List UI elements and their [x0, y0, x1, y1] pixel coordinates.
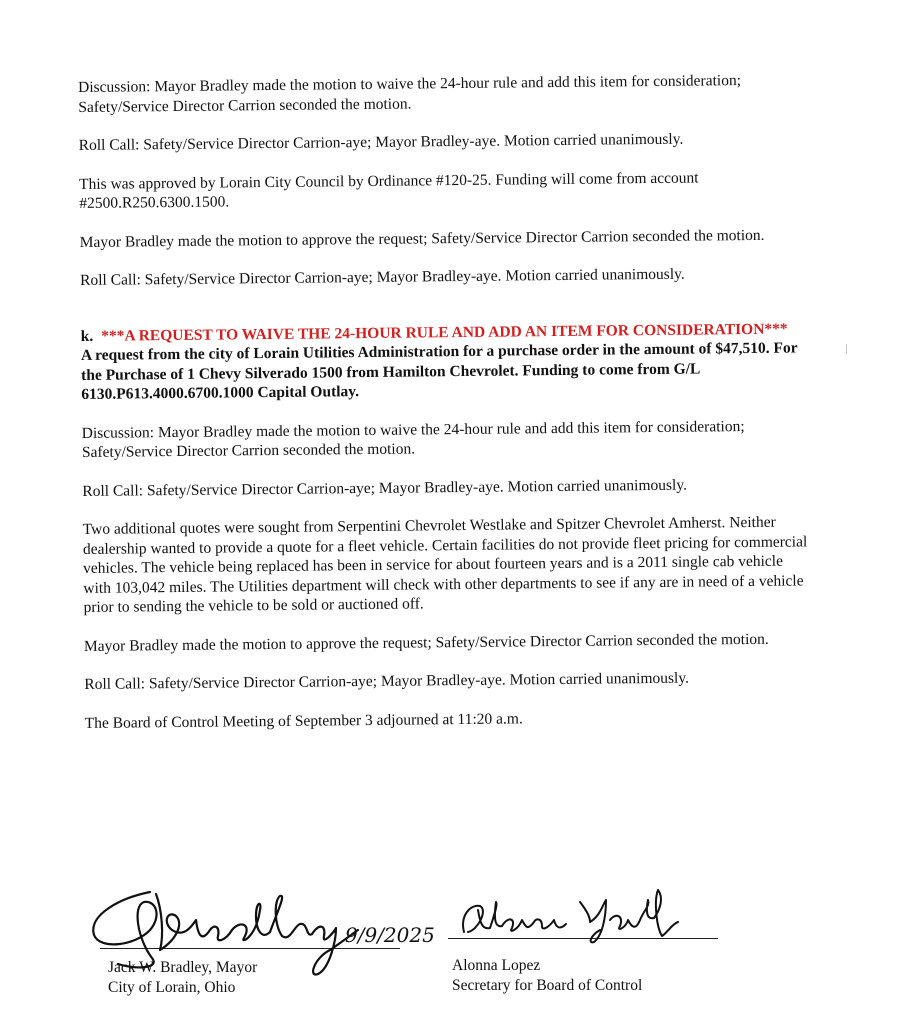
item-heading: ***A REQUEST TO WAIVE THE 24-HOUR RULE AND ADD AN ITEM FOR CONSIDERATION*** [101, 320, 788, 345]
discussion-paragraph: Discussion: Mayor Bradley made the motion to waive the 24-hour rule and add this item for consideration; Safety/Service Director Carrion seconded the motion. [78, 72, 742, 116]
mayor-org: City of Lorain, Ohio [108, 979, 236, 996]
item-letter: k. [80, 327, 94, 345]
secretary-signature [450, 880, 680, 950]
adjournment-paragraph: The Board of Control Meeting of September 3 adjourned at 11:20 a.m. [84, 709, 523, 732]
mayor-signature-block [108, 958, 257, 998]
discussion-paragraph: Discussion: Mayor Bradley made the motion to waive the 24-hour rule and add this item for consideration; Safety/Service Director Carrion seconded the motion. [81, 417, 745, 461]
minutes-body [78, 70, 815, 752]
roll-call-paragraph: Roll Call: Safety/Service Director Carrion-aye; Mayor Bradley-aye. Motion carried unanimously. [84, 669, 690, 693]
roll-call-paragraph: Roll Call: Safety/Service Director Carrion-aye; Mayor Bradley-aye. Motion carried unanimously. [80, 265, 685, 289]
signature-date: 9/9/2025 [345, 923, 435, 947]
item-request: A request from the city of Lorain Utilities Administration for a purchase order in the amount of $47,510. For the Purchase of 1 Chevy Silverado 1500 from Hamilton Chevrolet. Funding to come from G/L 6130.P613.4000.6700.1000 Capital Outlay. [80, 339, 798, 403]
ordinance-paragraph: This was approved by Lorain City Council by Ordinance #120-25. Funding will come from account #2500.R250.6300.1500. [79, 169, 699, 212]
quotes-paragraph: Two additional quotes were sought from Serpentini Chevrolet Westlake and Spitzer Chevrolet Amherst. Neither dealership wanted to provide a quote for a fleet vehicle. Certain facilities do not provide fleet pricing for commercial vehicles. The vehicle being replaced has been in service for about fourteen years and is a 2011 single cab vehicle with 103,042 miles. The Utilities department will check with other departments to see if any are in need of a vehicle prior to sending the vehicle to be sold or auctioned off. [82, 513, 808, 616]
roll-call-paragraph: Roll Call: Safety/Service Director Carrion-aye; Mayor Bradley-aye. Motion carried unanimously. [78, 130, 684, 154]
secretary-name: Alonna Lopez [452, 957, 541, 974]
motion-paragraph: Mayor Bradley made the motion to approve the request; Safety/Service Director Carrion seconded the motion. [79, 226, 765, 251]
mayor-name: Jack W. Bradley, Mayor [108, 959, 258, 976]
agenda-item-k [81, 319, 815, 733]
secretary-signature-block [452, 956, 642, 996]
scan-mark [846, 344, 847, 354]
roll-call-paragraph: Roll Call: Safety/Service Director Carrion-aye; Mayor Bradley-aye. Motion carried unanimously. [82, 476, 687, 500]
motion-paragraph: Mayor Bradley made the motion to approve the request; Safety/Service Director Carrion seconded the motion. [83, 630, 769, 655]
secretary-title: Secretary for Board of Control [452, 977, 643, 994]
